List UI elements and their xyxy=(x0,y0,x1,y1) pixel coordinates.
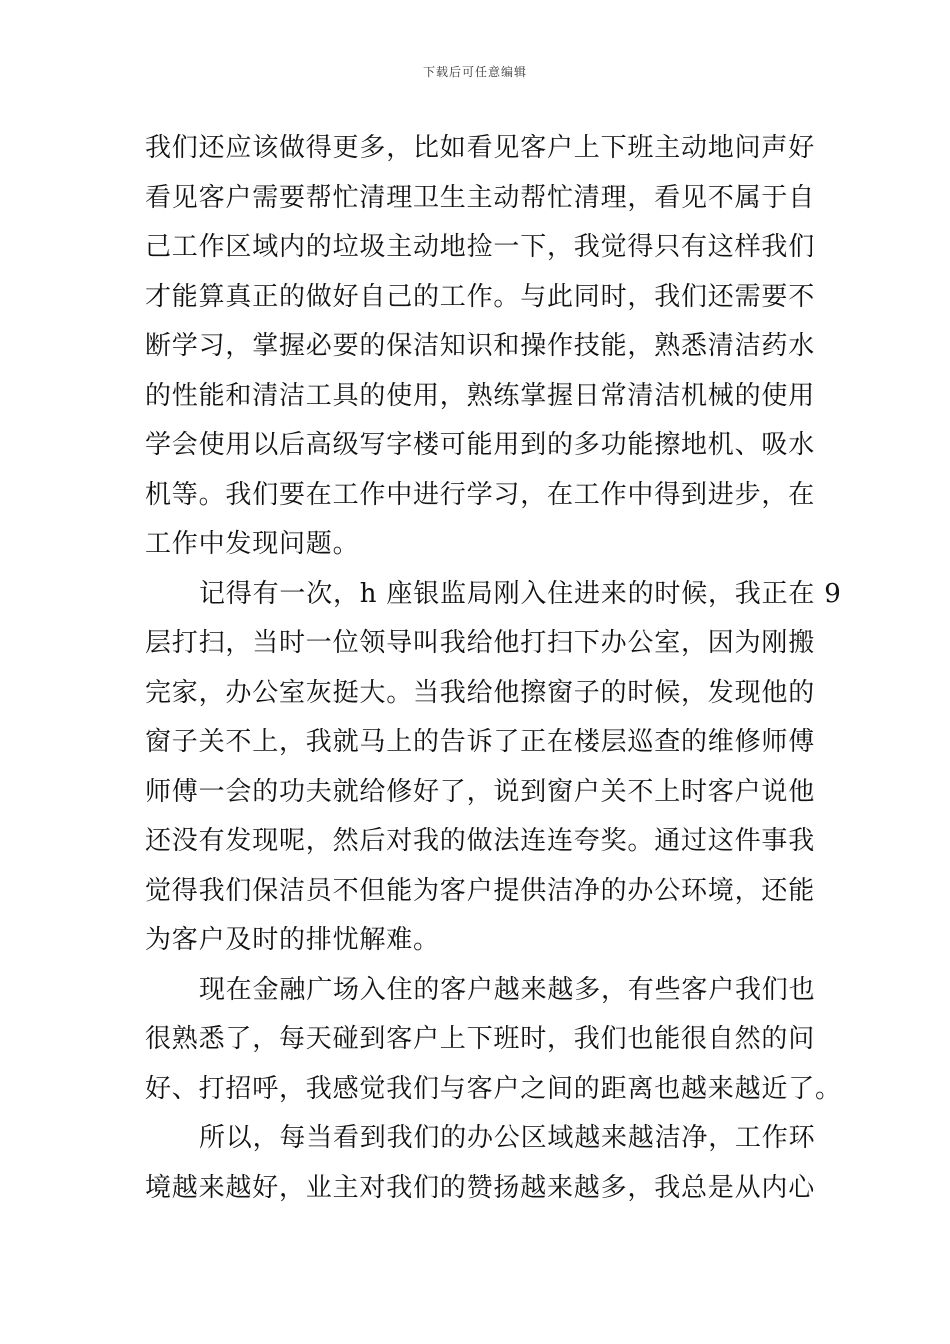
text-line: 为客户及时的排忧解难。 xyxy=(145,925,440,955)
paragraph-start-line: 所以，每当看到我们的办公区域越来越洁净，工作环 xyxy=(199,1123,816,1153)
text-line: 学会使用以后高级写字楼可能用到的多功能擦地机、吸水 xyxy=(145,430,816,460)
text-line: 层打扫，当时一位领导叫我给他打扫下办公室，因为刚搬 xyxy=(145,628,816,658)
text-line: 觉得我们保洁员不但能为客户提供洁净的办公环境，还能 xyxy=(145,875,816,906)
paragraph-start-line: 记得有一次，h 座银监局刚入住进来的时候，我正在 9 xyxy=(199,578,842,609)
text-line: 境越来越好，业主对我们的赞扬越来越多，我总是从内心 xyxy=(145,1172,816,1203)
text-line: 很熟悉了，每天碰到客户上下班时，我们也能很自然的问 xyxy=(145,1024,816,1054)
page-header: 下载后可任意编辑 xyxy=(422,65,527,79)
text-line: 机等。我们要在工作中进行学习，在工作中得到进步，在 xyxy=(145,479,816,510)
text-line: 的性能和清洁工具的使用，熟练掌握日常清洁机械的使用 xyxy=(145,380,816,411)
text-line: 我们还应该做得更多，比如看见客户上下班主动地问声好 xyxy=(145,133,816,163)
text-line: 师傅一会的功夫就给修好了，说到窗户关不上时客户说他 xyxy=(145,776,816,807)
text-line: 才能算真正的做好自己的工作。与此同时，我们还需要不 xyxy=(145,281,816,312)
text-line: 断学习，掌握必要的保洁知识和操作技能，熟悉清洁药水 xyxy=(145,331,816,361)
text-line: 工作中发现问题。 xyxy=(145,529,360,559)
text-line: 窗子关不上，我就马上的告诉了正在楼层巡查的维修师傅 xyxy=(145,727,816,757)
text-line: 看见客户需要帮忙清理卫生主动帮忙清理，看见不属于自 xyxy=(145,182,816,213)
document-body xyxy=(145,124,842,1213)
text-line: 好、打招呼，我感觉我们与客户之间的距离也越来越近了。 xyxy=(145,1073,842,1104)
text-line: 完家，办公室灰挺大。当我给他擦窗子的时候，发现他的 xyxy=(145,677,816,708)
paragraph-start-line: 现在金融广场入住的客户越来越多，有些客户我们也 xyxy=(199,974,816,1005)
text-line: 己工作区域内的垃圾主动地捡一下，我觉得只有这样我们 xyxy=(145,232,816,262)
text-line: 还没有发现呢，然后对我的做法连连夸奖。通过这件事我 xyxy=(145,826,816,856)
